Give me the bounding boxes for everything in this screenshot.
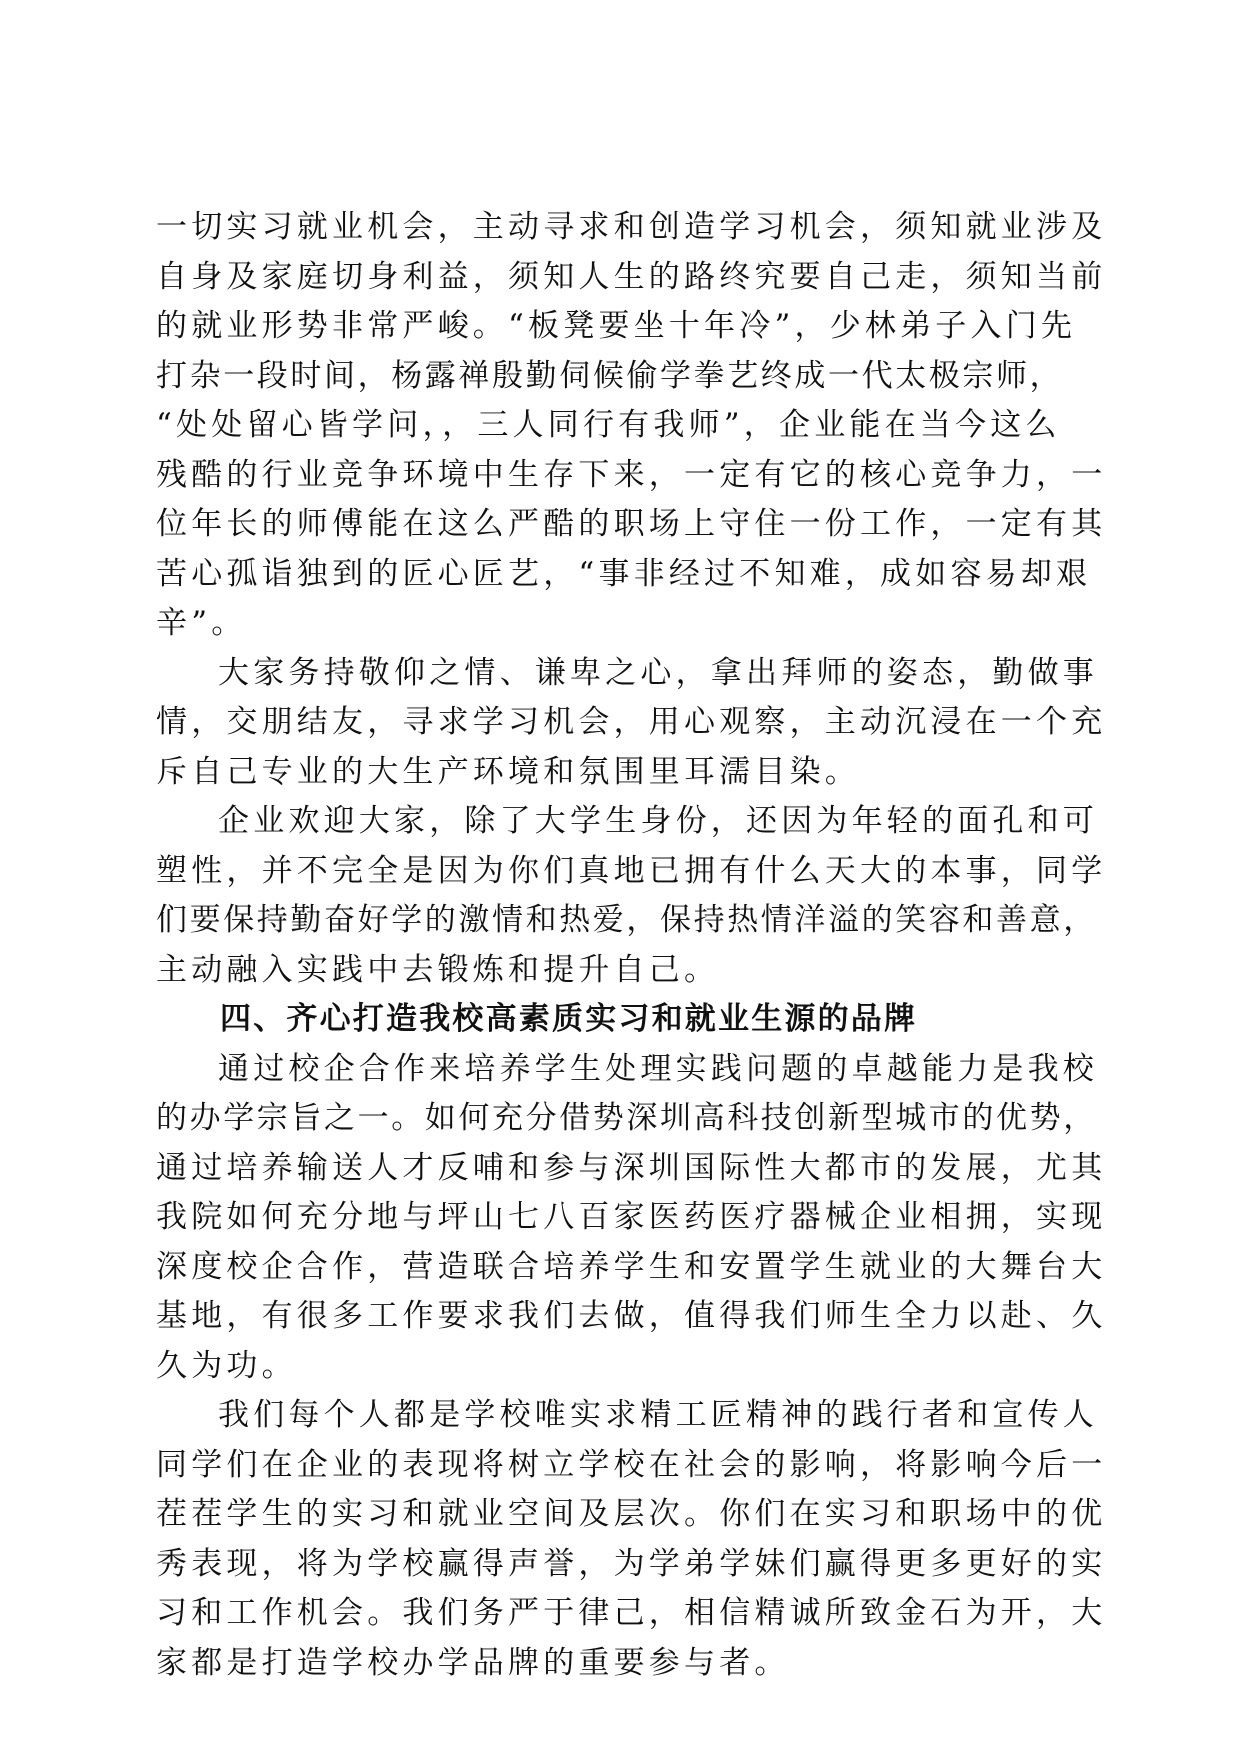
text-line: 苦心孤诣独到的匠心匠艺，“事非经过不知难，成如容易却艰: [156, 555, 1092, 592]
text-line: 基地，有很多工作要求我们去做，值得我们师生全力以赴、久: [156, 1298, 1107, 1334]
text-line: 们要保持勤奋好学的激情和热爱，保持热情洋溢的笑容和善意，: [156, 902, 1097, 938]
text-line: 打杂一段时间，杨露禅殷勤伺候偷学拳艺终成一代太极宗师，: [156, 357, 1064, 394]
text-line: 通过培养输送人才反哺和参与深圳国际性大都市的发展，尤其: [156, 1149, 1107, 1186]
text-line: 茬茬学生的实习和就业空间及层次。你们在实习和职场中的优: [156, 1496, 1107, 1532]
text-line: 塑性，并不完全是因为你们真地已拥有什么天大的本事，同学: [156, 852, 1107, 889]
text-line: 久为功。: [156, 1347, 297, 1384]
text-line: 深度校企合作，营造联合培养学生和安置学生就业的大舞台大: [156, 1248, 1107, 1285]
text-line: 斥自己专业的大生产环境和氛围里耳濡目染。: [156, 753, 860, 790]
text-line: 通过校企合作来培养学生处理实践问题的卓越能力是我校: [218, 1050, 1098, 1087]
text-line: 一切实习就业机会，主动寻求和创造学习机会，须知就业涉及: [156, 209, 1107, 245]
text-line: 秀表现，将为学校赢得声誉，为学弟学妹们赢得更多更好的实: [156, 1545, 1107, 1582]
text-line: 自身及家庭切身利益，须知人生的路终究要自己走，须知当前: [156, 258, 1107, 295]
text-line: 情，交朋结友，寻求学习机会，用心观察，主动沉浸在一个充: [156, 704, 1107, 740]
text-line: 家都是打造学校办学品牌的重要参与者。: [156, 1644, 790, 1681]
text-line: 习和工作机会。我们务严于律己，相信精诚所致金石为开，大: [156, 1595, 1107, 1631]
text-line: 主动融入实践中去锻炼和提升自己。: [156, 951, 720, 988]
section-heading: 四、齐心打造我校高素质实习和就业生源的品牌: [220, 1001, 918, 1037]
text-line: 残酷的行业竞争环境中生存下来，一定有它的核心竞争力，一: [156, 456, 1107, 493]
text-line: 企业欢迎大家，除了大学生身份，还因为年轻的面孔和可: [218, 803, 1098, 839]
text-line: 我们每个人都是学校唯实求精工匠精神的践行者和宣传人: [218, 1397, 1098, 1433]
text-line: 大家务持敬仰之情、谦卑之心，拿出拜师的姿态，勤做事: [218, 654, 1098, 691]
body-text: [156, 203, 1107, 1688]
text-line: “处处留心皆学问，，三人同行有我师”，企业能在当今这么: [156, 407, 1061, 443]
text-line: 我院如何充分地与坪山七八百家医药医疗器械企业相拥，实现: [156, 1199, 1107, 1235]
text-line: 辛”。: [156, 605, 247, 641]
text-line: 同学们在企业的表现将树立学校在社会的影响，将影响今后一: [156, 1446, 1107, 1483]
text-line: 位年长的师傅能在这么严酷的职场上守住一份工作，一定有其: [156, 506, 1107, 542]
text-line: 的就业形势非常严峻。“板凳要坐十年冷”，少林弟子入门先: [156, 308, 1077, 344]
text-line: 的办学宗旨之一。如何充分借势深圳高科技创新型城市的优势，: [156, 1100, 1097, 1136]
